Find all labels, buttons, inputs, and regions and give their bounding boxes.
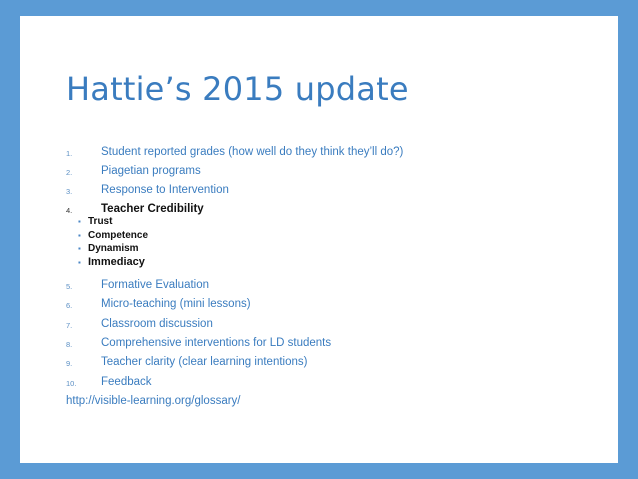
item-text: Response to Intervention — [101, 184, 229, 196]
bullet-icon: ▪ — [78, 231, 81, 240]
item-text: Comprehensive interventions for LD students — [101, 337, 332, 349]
item-text: Teacher Credibility — [101, 203, 204, 215]
sub-item-text: Immediacy — [88, 256, 145, 268]
item-text: Micro-teaching (mini lessons) — [101, 298, 251, 310]
item-number: 2. — [66, 168, 73, 177]
sub-item — [78, 216, 112, 227]
item-text: Classroom discussion — [101, 318, 213, 330]
item-text: Teacher clarity (clear learning intentions) — [101, 356, 308, 368]
item-number: 1. — [66, 149, 73, 158]
source-url: http://visible-learning.org/glossary/ — [66, 395, 241, 407]
item-text: Piagetian programs — [101, 165, 201, 177]
sub-item — [78, 243, 139, 254]
item-number: 10. — [66, 379, 77, 388]
item-number: 8. — [66, 340, 73, 349]
item-text: Formative Evaluation — [101, 279, 210, 291]
sub-item-text: Trust — [88, 216, 113, 227]
bullet-icon: ▪ — [78, 244, 81, 253]
bullet-icon: ▪ — [78, 217, 81, 226]
sub-item-text: Competence — [88, 230, 149, 241]
item-text: Feedback — [101, 376, 152, 388]
item-number: 4. — [66, 206, 73, 215]
item-number: 7. — [66, 321, 73, 330]
item-text: Student reported grades (how well do they think they’ll do?) — [101, 146, 404, 158]
sub-item — [78, 230, 148, 241]
bullet-icon: ▪ — [78, 258, 81, 267]
item-number: 3. — [66, 187, 73, 196]
item-number: 6. — [66, 301, 73, 310]
sub-item — [78, 256, 145, 268]
slide-title: Hattie’s 2015 update — [66, 70, 409, 108]
sub-item-text: Dynamism — [88, 243, 139, 254]
item-number: 5. — [66, 282, 73, 291]
item-number: 9. — [66, 359, 73, 368]
